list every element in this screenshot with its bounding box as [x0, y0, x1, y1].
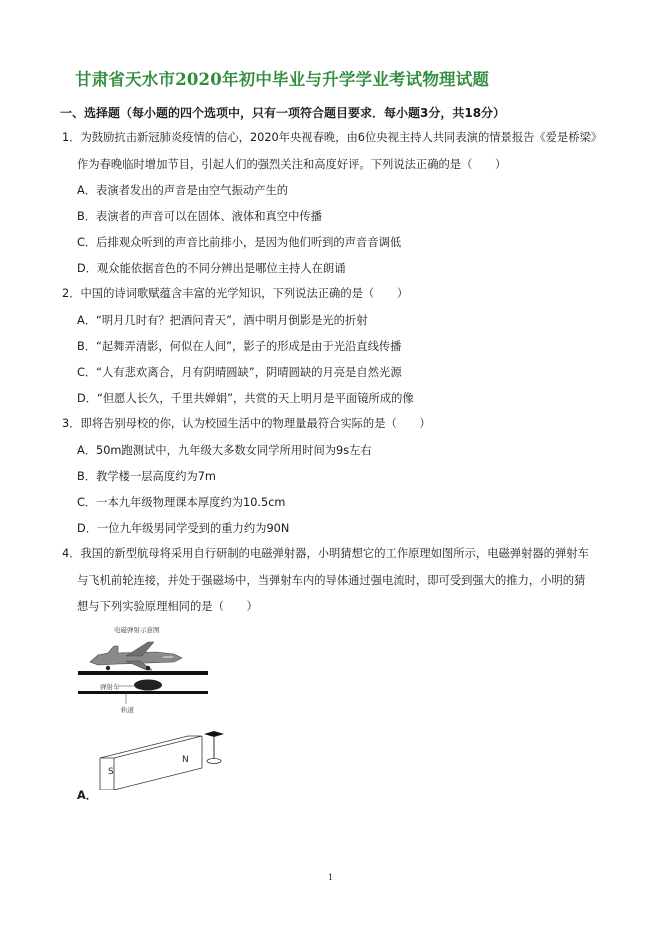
option-a: A．表演者发出的声音是由空气振动产生的 — [77, 184, 289, 197]
question-text-continued: 作为春晚临时增加节目，引起人们的强烈关注和高度好评。下列说法正确的是（ ） — [77, 158, 507, 171]
car-label: 弹射车 — [100, 683, 120, 691]
option-b: B．教学楼一层高度约为7m — [77, 470, 216, 483]
page-number: 1 — [328, 873, 334, 882]
question-text: 我国的新型航母将采用自行研制的电磁弹射器，小明猜想它的工作原理如图所示，电磁弹射器的弹射车 — [80, 547, 589, 560]
question-3 — [62, 416, 431, 431]
option-a-label: A． — [77, 789, 98, 802]
option-b: B．表演者的声音可以在固体、液体和真空中传播 — [77, 210, 322, 223]
option-d: D．一位九年级男同学受到的重力约为90N — [77, 522, 290, 535]
magnet-diagram — [78, 730, 238, 794]
question-4 — [62, 546, 589, 561]
deck-bar — [78, 671, 208, 675]
question-text: 即将告别母校的你，认为校园生活中的物理量最符合实际的是（ ） — [80, 417, 431, 430]
question-number: 1． — [62, 131, 81, 144]
question-number: 3． — [62, 417, 81, 430]
pole-s-label: S — [108, 767, 114, 777]
track-bar — [78, 691, 208, 694]
option-a: A．“明月几时有？把酒问青天”，酒中明月倒影是光的折射 — [77, 314, 368, 327]
option-c: C．“人有悲欢离合，月有阴晴圆缺”，阴晴圆缺的月亮是自然光源 — [77, 366, 402, 379]
option-b: B．“起舞弄清影，何似在人间”，影子的形成是由于光沿直线传播 — [77, 340, 402, 353]
question-number: 4． — [62, 547, 81, 560]
section-heading: 一、选择题（每小题的四个选项中，只有一项符合题目要求．每小题3分，共18分） — [60, 106, 506, 120]
question-text: 中国的诗词歌赋蕴含丰富的光学知识，下列说法正确的是（ ） — [80, 287, 409, 300]
question-text: 为鼓励抗击新冠肺炎疫情的信心，2020年央视春晚，由6位央视主持人共同表演的情景报告《爱是桥梁》 — [80, 131, 603, 144]
airplane-icon — [90, 642, 182, 670]
option-c: C．一本九年级物理课本厚度约为10.5cm — [77, 496, 286, 509]
diagram-caption: 电磁弹射示意图 — [114, 626, 160, 634]
option-a: A．50m跑测试中，九年级大多数女同学所用时间为9s左右 — [77, 444, 372, 457]
question-number: 2． — [62, 287, 81, 300]
option-d: D．观众能依据音色的不同分辨出是哪位主持人在朗诵 — [77, 262, 346, 275]
catapult-svg — [78, 622, 208, 717]
option-d: D．“但愿人长久，千里共婵娟”，共赏的天上明月是平面镜所成的像 — [77, 392, 414, 405]
question-text-continued: 想与下列实验原理相同的是（ ） — [77, 600, 258, 613]
option-c: C．后排观众听到的声音比前排小，是因为他们听到的声音音调低 — [77, 236, 402, 249]
magnetic-needle-icon — [204, 731, 224, 764]
catapult-car — [134, 680, 162, 691]
magnet-svg — [78, 730, 238, 790]
question-1 — [62, 130, 602, 145]
question-2 — [62, 286, 408, 301]
pole-n-label: N — [182, 755, 189, 765]
page-title: 甘肃省天水市2020年初中毕业与升学学业考试物理试题 — [75, 70, 490, 89]
question-text-continued: 与飞机前轮连接，并处于强磁场中，当弹射车内的导体通过强电流时，即可受到强大的推力，小明的猜 — [77, 574, 586, 587]
catapult-diagram — [78, 622, 208, 721]
track-label: 轨道 — [121, 706, 134, 714]
